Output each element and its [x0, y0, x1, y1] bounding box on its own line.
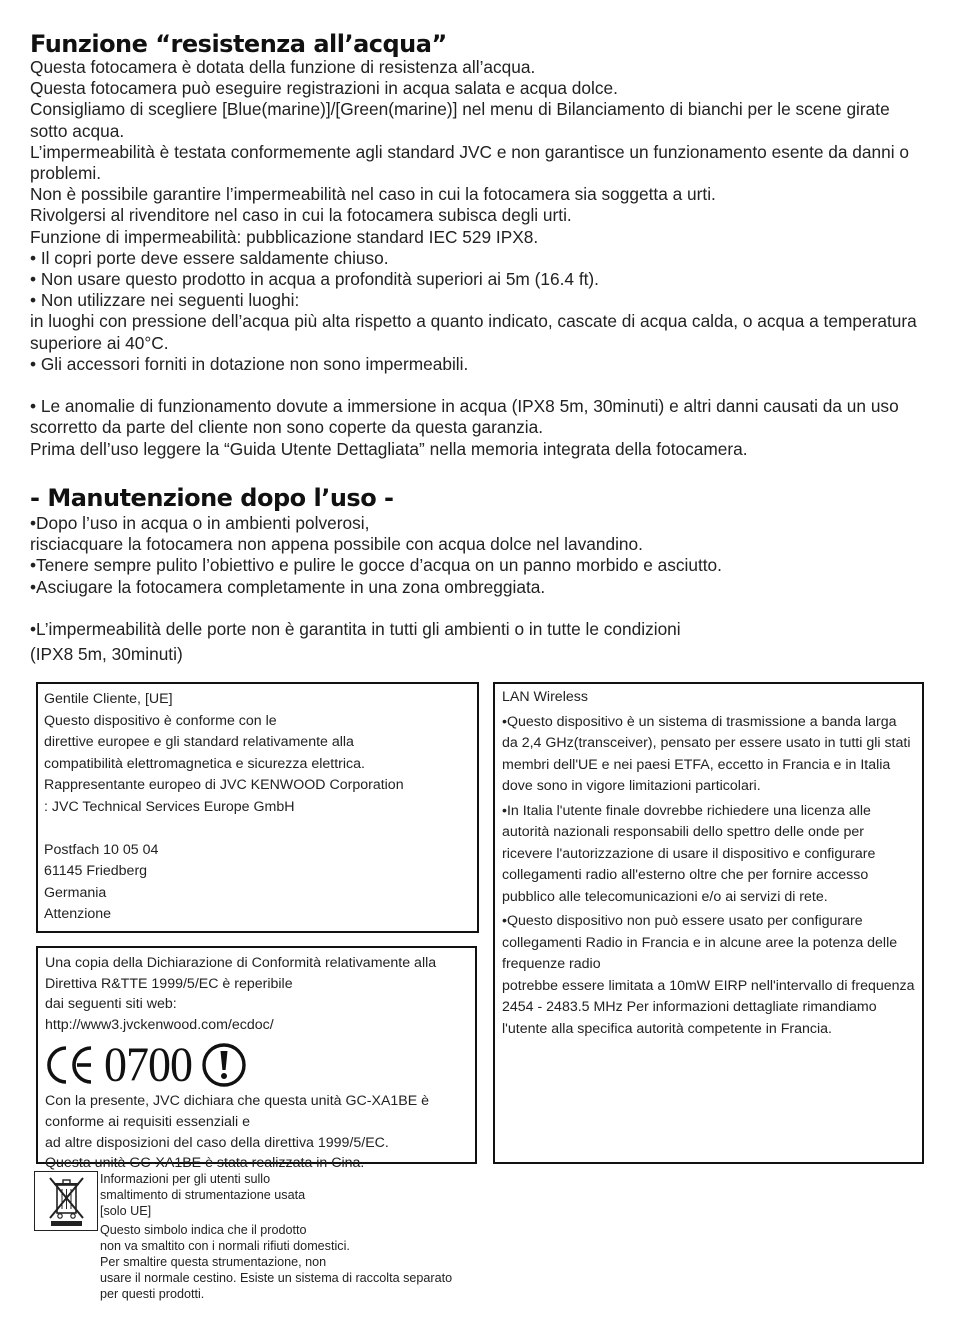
text-line: Per smaltire questa strumentazione, non: [100, 1255, 327, 1269]
maintenance-text: [30, 513, 930, 665]
text-line: risciacquare la fotocamera non appena possibile con acqua dolce nel lavandino.: [30, 534, 643, 555]
text-line: [solo UE]: [100, 1204, 152, 1218]
text-paragraph: •In Italia l'utente finale dovrebbe richiedere una licenza alle autorità nazionali responsabili dello spettro delle onde per ricevere l'autorizzazione di usare il dispositivo e configurare collegamenti radio all'esterno oltre che per fornire accesso pubblico alle telecomunicazioni e/o ai servizi di rete.: [502, 802, 876, 905]
text-line: • Il copri porte deve essere saldamente chiuso.: [30, 247, 389, 268]
water-resistance-text: [30, 57, 930, 460]
text-paragraph: •Questo dispositivo non può essere usato per configurare collegamenti Radio in Francia e in alcune aree la potenza delle frequenze radio: [502, 913, 898, 972]
text-line: •L’impermeabilità delle porte non è garantita in tutti gli ambienti o in tutte le condizioni: [30, 619, 681, 639]
alert-icon: [201, 1042, 247, 1088]
text-line: L’impermeabilità è testata conformemente agli standard JVC e non garantisce un funzionamento esente da danni o problemi.: [30, 141, 910, 184]
text-line: ad altre disposizioni del caso della direttiva 1999/5/EC.: [45, 1134, 389, 1151]
text-line: Una copia della Dichiarazione di Conformità relativamente alla: [45, 955, 437, 971]
spacer: [30, 598, 930, 619]
text-line: Rappresentante europeo di JVC KENWOOD Corporation: [44, 777, 404, 793]
weee-disposal-text: [100, 1171, 510, 1302]
text-line: Funzione di impermeabilità: pubblicazione standard IEC 529 IPX8.: [30, 226, 539, 247]
text-line: Consigliamo di scegliere [Blue(marine)]/[Green(marine)] nel menu di Bilanciamento di bianchi per le scene girate sotto acqua.: [30, 99, 890, 141]
text-line: Questa fotocamera può eseguire registrazioni in acqua salata e acqua dolce.: [30, 78, 618, 99]
text-line: Rivolgersi al rivenditore nel caso in cui la fotocamera subisca degli urti.: [30, 205, 572, 226]
crossed-bin-icon: [34, 1171, 98, 1231]
water-resistance-title: Funzione “resistenza all’acqua”: [30, 30, 447, 58]
text-line: direttive europee e gli standard relativamente alla: [44, 734, 354, 750]
text-line: • Le anomalie di funzionamento dovute a immersione in acqua (IPX8 5m, 30minuti) e altri danni causati da un uso scorretto da parte del cliente non sono coperte da questa garanzia.: [30, 396, 899, 438]
text-line: •Tenere sempre pulito l’obiettivo e pulire le gocce d’acqua on un panno morbido e asciutto.: [30, 555, 722, 576]
text-line: Attenzione: [44, 906, 112, 922]
text-line: dai seguenti siti web:: [45, 996, 177, 1013]
text-line: (IPX8 5m, 30minuti): [30, 644, 183, 665]
text-line: smaltimento di strumentazione usata: [100, 1188, 306, 1202]
text-line: Gentile Cliente, [UE]: [44, 691, 173, 707]
ce-marking: [44, 1038, 468, 1092]
url-text: http://www3.jvckenwood.com/ecdoc/: [45, 1016, 274, 1033]
text-line: Postfach 10 05 04: [44, 841, 159, 858]
text-line: 61145 Friedberg: [44, 863, 148, 879]
maintenance-title: - Manutenzione dopo l’uso -: [30, 484, 394, 512]
text-line: Con la presente, JVC dichiara che questa unità GC-XA1BE è conforme ai requisiti essenziali e: [45, 1093, 430, 1130]
spacer: [44, 818, 471, 840]
text-line: Questa fotocamera è dotata della funzione di resistenza all’acqua.: [30, 57, 536, 77]
text-line: • Gli accessori forniti in dotazione non sono impermeabili.: [30, 353, 469, 374]
text-line: compatibilità elettromagnetica e sicurezza elettrica.: [44, 755, 365, 772]
text-line: : JVC Technical Services Europe GmbH: [44, 798, 295, 815]
text-line: in luoghi con pressione dell’acqua più alta rispetto a quanto indicato, cascate di acqua calda, o acqua a temperatura superiore ai 40°C.: [30, 311, 917, 353]
text-line: •Dopo l’uso in acqua o in ambienti polverosi,: [30, 513, 370, 533]
text-line: Prima dell’uso leggere la “Guida Utente Dettagliata” nella memoria integrata della fotocamera.: [30, 438, 748, 459]
declaration-of-conformity-box: [36, 946, 477, 1172]
text-line: • Non utilizzare nei seguenti luoghi:: [30, 290, 300, 311]
notified-body-number: 0700: [104, 1038, 192, 1092]
eu-representative-box: [36, 682, 479, 933]
text-line: Direttiva R&TTE 1999/5/EC è reperibile: [45, 975, 293, 992]
spacer: [30, 375, 930, 396]
text-line: per questi prodotti.: [100, 1287, 205, 1301]
wireless-lan-title: LAN Wireless: [502, 689, 588, 705]
text-line: Non è possibile garantire l’impermeabilità nel caso in cui la fotocamera sia soggetta a urti.: [30, 184, 716, 205]
text-line: Informazioni per gli utenti sullo: [100, 1172, 271, 1186]
text-line: •Asciugare la fotocamera completamente in una zona ombreggiata.: [30, 576, 546, 597]
ce-mark-icon: [44, 1045, 96, 1085]
text-line: non va smaltito con i normali rifiuti domestici.: [100, 1239, 350, 1253]
text-line: Questo dispositivo è conforme con le: [44, 712, 277, 729]
text-line: Questa unità GC-XA1BE è stata realizzata in Cina.: [45, 1155, 365, 1172]
text-paragraph: 2454 - 2483.5 MHz Per informazioni dettagliate rimandiamo l'utente alla specifica autorità competente in Francia.: [502, 999, 877, 1037]
text-line: Questo simbolo indica che il prodotto: [100, 1223, 307, 1237]
text-paragraph: •Questo dispositivo è un sistema di trasmissione a banda larga da 2,4 GHz(transceiver), pensato per essere usato in tutti gli stati membri dell'UE e nei paesi ETFA, eccetto in Francia e in Italia dove sono in vigore limitazioni particolari.: [502, 713, 911, 794]
text-line: • Non usare questo prodotto in acqua a profondità superiori ai 5m (16.4 ft).: [30, 269, 599, 290]
wireless-lan-box: [493, 682, 924, 1164]
text-paragraph: potrebbe essere limitata a 10mW EIRP nell'intervallo di frequenza: [502, 977, 915, 994]
text-line: Germania: [44, 884, 107, 901]
text-line: usare il normale cestino. Esiste un sistema di raccolta separato: [100, 1271, 453, 1285]
